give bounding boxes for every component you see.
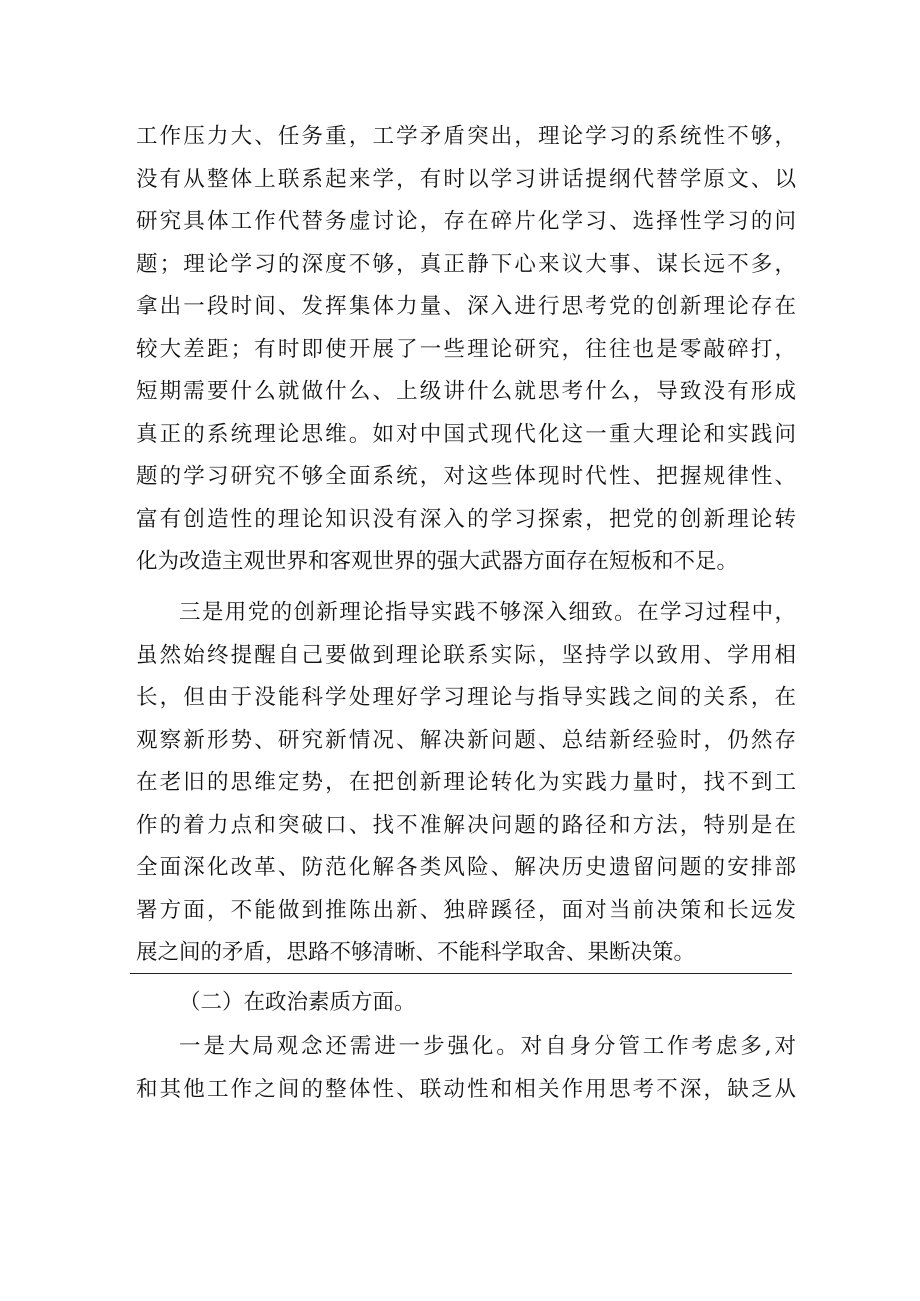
text-line: 一是大局观念还需进一步强化。对自身分管工作考虑多,对 [179, 1034, 796, 1059]
text-line: 工作压力大、任务重，工学矛盾突出，理论学习的系统性不够， [136, 124, 796, 149]
text-line: 在老旧的思维定势，在把创新理论转化为实践力量时，找不到工 [136, 770, 796, 795]
text-line: 较大差距；有时即使开展了一些理论研究，往往也是零敲碎打， [136, 336, 796, 362]
text-line: 题的学习研究不够全面系统，对这些体现时代性、把握规律性、 [136, 464, 796, 489]
text-line: 研究具体工作代替务虚讨论，存在碎片化学习、选择性学习的问 [136, 209, 796, 234]
text-line: 三是用党的创新理论指导实践不够深入细致。在学习过程中， [179, 600, 796, 625]
text-line: 真正的系统理论思维。如对中国式现代化这一重大理论和实践问 [136, 421, 796, 447]
paragraph-one [136, 1026, 796, 1111]
text-line: 展之间的矛盾，思路不够清晰、不能科学取舍、果断决策。 [136, 940, 696, 965]
text-line: 和其他工作之间的整体性、联动性和相关作用思考不深，缺乏从 [136, 1076, 796, 1102]
paragraph-continued [136, 116, 796, 584]
text-line: 长，但由于没能科学处理好学习理论与指导实践之间的关系，在 [136, 685, 796, 710]
text-line: 题；理论学习的深度不够，真正静下心来议大事、谋长远不多， [136, 251, 796, 277]
text-line: 观察新形势、研究新情况、解决新问题、总结新经验时，仍然存 [136, 727, 796, 753]
section-heading-block [136, 982, 796, 1025]
text-line: 化为改造主观世界和客观世界的强大武器方面存在短板和不足。 [136, 549, 739, 574]
text-line: 作的着力点和突破口、找不准解决问题的路径和方法，特别是在 [136, 812, 796, 838]
text-line: 富有创造性的理论知识没有深入的学习探索，把党的创新理论转 [136, 506, 796, 532]
text-line: 短期需要什么就做什么、上级讲什么就思考什么，导致没有形成 [136, 379, 796, 404]
paragraph-three [136, 592, 796, 975]
page-divider [130, 973, 792, 974]
section-heading: （二）在政治素质方面。 [179, 990, 416, 1015]
text-line: 全面深化改革、防范化解各类风险、解决历史遗留问题的安排部 [136, 855, 796, 880]
text-line: 虽然始终提醒自己要做到理论联系实际，坚持学以致用、学用相 [136, 642, 796, 668]
text-line: 没有从整体上联系起来学，有时以学习讲话提纲代替学原文、以 [136, 166, 796, 192]
text-line: 拿出一段时间、发挥集体力量、深入进行思考党的创新理论存在 [136, 294, 796, 319]
text-line: 署方面，不能做到推陈出新、独辟蹊径，面对当前决策和长远发 [136, 897, 796, 923]
